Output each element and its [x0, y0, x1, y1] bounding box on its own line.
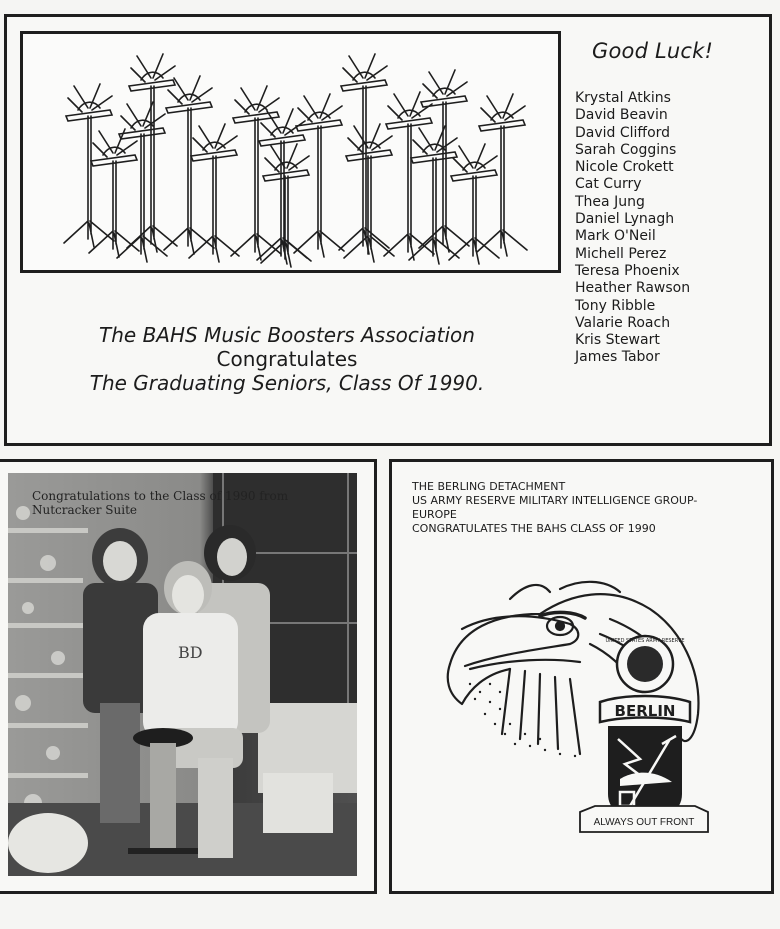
berlin-ad-text: [412, 480, 697, 536]
senior-name: Mark O'Neil: [575, 228, 656, 245]
senior-name: Tony Ribble: [575, 297, 656, 314]
boosters-line-2: Congratulates: [216, 347, 358, 371]
music-stand-icon: [344, 124, 394, 262]
music-stands-illustration: [20, 31, 561, 273]
students-photo: [8, 473, 357, 876]
music-stands-icon: [23, 34, 558, 270]
senior-name: Heather Rawson: [575, 280, 691, 297]
senior-name: Krystal Atkins: [575, 90, 671, 106]
photo-caption: Congratulations to the Class of 1990 from Nutcracker Suite: [32, 489, 289, 517]
eagle-emblem-icon: [440, 574, 710, 846]
senior-name: Kris Stewart: [575, 332, 660, 349]
berlin-tab-text: BERLIN: [614, 702, 676, 720]
music-stand-icon: [231, 86, 281, 260]
senior-name-list: [575, 90, 690, 367]
senior-name: David Clifford: [575, 124, 671, 141]
music-stand-icon: [189, 124, 239, 262]
senior-name: Teresa Phoenix: [575, 262, 680, 279]
senior-name: Michell Perez: [575, 245, 667, 262]
senior-name: Thea Jung: [575, 193, 645, 210]
music-stand-icon: [127, 54, 177, 252]
music-boosters-ad: [4, 14, 772, 446]
music-stand-icon: [477, 94, 527, 256]
senior-name: James Tabor: [575, 349, 660, 366]
music-stand-icon: [64, 84, 114, 247]
berlin-line-1: THE BERLING DETACHMENT: [412, 480, 566, 493]
music-stand-icon: [384, 92, 434, 260]
berlin-line-2: US ARMY RESERVE MILITARY INTELLIGENCE GROUP-: [412, 494, 698, 507]
svg-text:BD: BD: [178, 643, 203, 662]
senior-name: Nicole Crokett: [575, 159, 674, 176]
nutcracker-suite-ad: [0, 459, 377, 894]
seal-text: UNITED STATES ARMY RESERVE: [605, 638, 685, 644]
berlin-line-4: CONGRATULATES THE BAHS CLASS OF 1990: [412, 522, 656, 535]
music-stand-icon: [409, 126, 459, 264]
boosters-line-3: The Graduating Seniors, Class Of 1990.: [89, 371, 485, 395]
senior-name: Sarah Coggins: [575, 141, 677, 158]
emblem-motto-text: ALWAYS OUT FRONT: [593, 817, 695, 828]
senior-name: David Beavin: [575, 107, 668, 124]
music-stand-icon: [164, 76, 214, 254]
music-stand-icon: [449, 144, 499, 264]
boosters-message: [47, 323, 527, 395]
boosters-line-1: The BAHS Music Boosters Association: [99, 323, 475, 347]
senior-name: Valarie Roach: [575, 314, 671, 331]
good-luck-heading: Good Luck!: [592, 39, 714, 63]
music-stand-icon: [89, 129, 139, 257]
photo-image: [8, 473, 357, 876]
berlin-line-3: EUROPE: [412, 508, 457, 521]
senior-name: Cat Curry: [575, 176, 642, 193]
berlin-detachment-ad: [389, 459, 774, 894]
senior-name: Daniel Lynagh: [575, 211, 675, 228]
